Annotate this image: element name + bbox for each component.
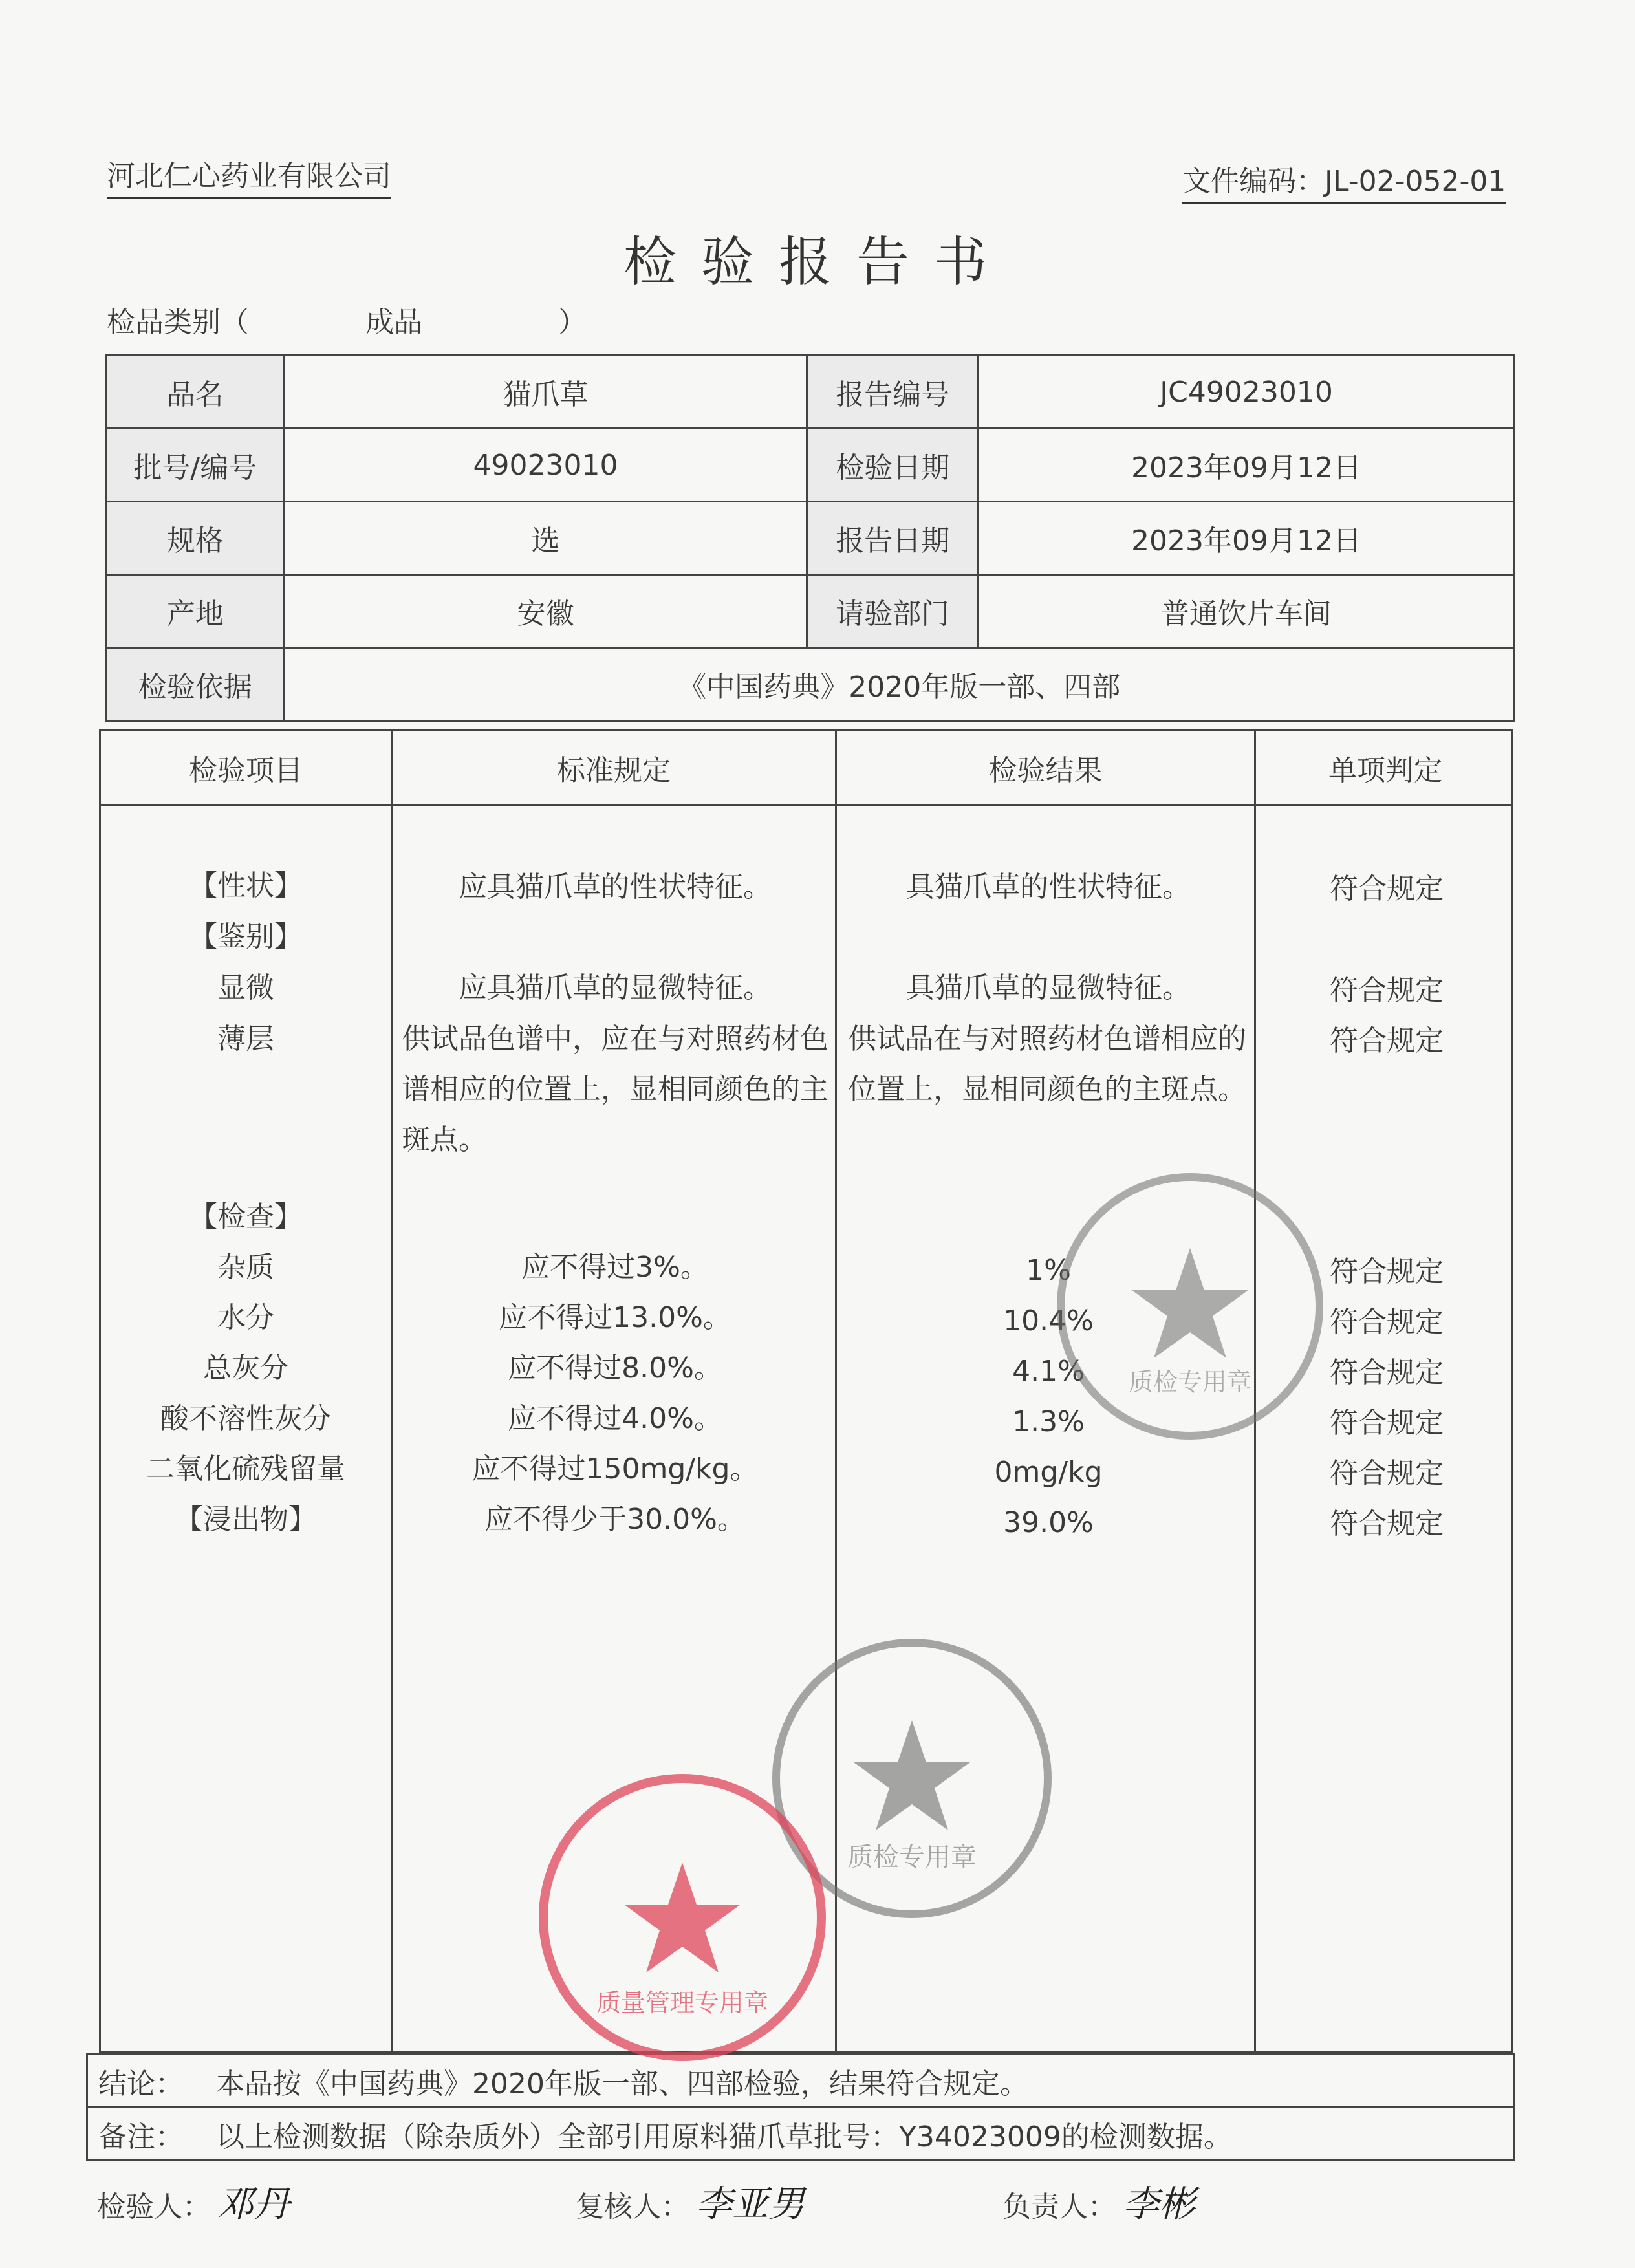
- verdict-row: 符合规定: [1330, 1255, 1444, 1288]
- category-label: 检品类别（: [107, 306, 249, 339]
- verdict-tlc: 符合规定: [1330, 1024, 1444, 1057]
- manager-label: 负责人：: [1002, 2190, 1116, 2223]
- red-quality-stamp: [530, 1766, 834, 2069]
- sample-category: [107, 299, 587, 340]
- result-row: 39.0%: [1003, 1506, 1094, 1539]
- remark-row: [86, 2106, 1515, 2161]
- manager-name: 李彬: [1123, 2183, 1195, 2225]
- document-code: 文件编码：JL-02-052-01: [1182, 158, 1506, 204]
- test-date-label: 检验日期: [807, 429, 979, 502]
- standard-traits: 应具猫爪草的性状特征。: [459, 870, 772, 903]
- col-header-item: 检验项目: [189, 754, 303, 787]
- result-row: 1%: [1026, 1254, 1071, 1287]
- product-name-value: 猫爪草: [284, 356, 807, 429]
- conclusion-text: 本品按《中国药典》2020年版一部、四部检验，结果符合规定。: [216, 2067, 1028, 2101]
- item-tlc: 薄层: [217, 1022, 274, 1055]
- item-row: 总灰分: [203, 1352, 288, 1385]
- item-row: 酸不溶性灰分: [160, 1402, 331, 1435]
- item-traits: 【性状】: [189, 869, 303, 902]
- standard-row: 应不得少于30.0%。: [484, 1503, 746, 1536]
- product-name-label: 品名: [107, 356, 285, 429]
- dept-value: 普通饮片车间: [979, 575, 1515, 648]
- standard-row: 应不得过3%。: [521, 1251, 709, 1284]
- verdict-traits: 符合规定: [1330, 872, 1444, 905]
- col-header-verdict: 单项判定: [1328, 754, 1442, 787]
- svg-text:质检专用章: 质检专用章: [847, 1842, 977, 1872]
- report-no-value: JC49023010: [979, 356, 1515, 429]
- standard-micro: 应具猫爪草的显微特征。: [459, 971, 772, 1004]
- result-traits: 具猫爪草的性状特征。: [906, 870, 1191, 903]
- batch-value: 49023010: [284, 429, 807, 502]
- info-row: [107, 429, 1515, 502]
- inspector-signature: [97, 2176, 290, 2227]
- item-micro: 显微: [217, 971, 274, 1004]
- info-row: [107, 648, 1515, 721]
- verdict-row: 符合规定: [1330, 1457, 1444, 1490]
- remark-label: 备注：: [98, 2120, 184, 2154]
- result-row: 10.4%: [1003, 1304, 1094, 1337]
- info-row: [107, 575, 1515, 648]
- standard-row: 应不得过4.0%。: [508, 1402, 722, 1435]
- item-check: 【检查】: [189, 1200, 303, 1233]
- standard-row: 应不得过8.0%。: [508, 1352, 722, 1385]
- test-date-value: 2023年09月12日: [979, 429, 1515, 502]
- page-title: 检验报告书: [623, 232, 1012, 293]
- origin-label: 产地: [107, 575, 285, 648]
- item-row: 水分: [217, 1301, 274, 1334]
- col-header-standard: 标准规定: [557, 754, 671, 787]
- reviewer-signature: [576, 2176, 805, 2227]
- item-row: 杂质: [217, 1251, 274, 1284]
- spec-label: 规格: [107, 502, 285, 575]
- result-row: 4.1%: [1012, 1355, 1085, 1388]
- origin-value: 安徽: [284, 575, 807, 648]
- verdict-row: 符合规定: [1330, 1306, 1444, 1339]
- standard-row: 应不得过13.0%。: [499, 1301, 731, 1334]
- result-micro: 具猫爪草的显微特征。: [906, 971, 1191, 1004]
- inspector-label: 检验人：: [97, 2190, 211, 2223]
- item-identification: 【鉴别】: [189, 920, 303, 953]
- basis-value: 《中国药典》2020年版一部、四部: [284, 648, 1514, 721]
- reviewer-label: 复核人：: [576, 2190, 689, 2223]
- info-row: [107, 356, 1515, 429]
- conclusion-label: 结论：: [98, 2067, 184, 2101]
- info-row: [107, 502, 1515, 575]
- remark-text: 以上检测数据（除杂质外）全部引用原料猫爪草批号：Y34023009的检测数据。: [216, 2120, 1232, 2154]
- reviewer-name: 李亚男: [696, 2183, 805, 2225]
- gray-quality-stamp: [1048, 1164, 1332, 1449]
- dept-label: 请验部门: [807, 575, 979, 648]
- report-no-label: 报告编号: [807, 356, 979, 429]
- batch-label: 批号/编号: [107, 429, 285, 502]
- standard-tlc: 供试品色谱中，应在与对照药材色谱相应的位置上，显相同颜色的主斑点。: [402, 1022, 828, 1156]
- category-close: ）: [558, 306, 587, 339]
- category-value: 成品: [365, 306, 422, 339]
- inspector-name: 邓丹: [217, 2183, 290, 2225]
- basis-label: 检验依据: [107, 648, 285, 721]
- result-row: 1.3%: [1012, 1405, 1085, 1438]
- col-header-result: 检验结果: [988, 754, 1103, 787]
- verdict-row: 符合规定: [1330, 1407, 1444, 1440]
- manager-signature: [1002, 2176, 1195, 2227]
- item-row: 二氧化硫残留量: [146, 1453, 345, 1485]
- company-name: 河北仁心药业有限公司: [107, 153, 391, 199]
- report-date-label: 报告日期: [807, 502, 979, 575]
- spec-value: 选: [284, 502, 807, 575]
- result-row: 0mg/kg: [994, 1456, 1103, 1489]
- verdict-row: 符合规定: [1330, 1507, 1444, 1540]
- verdict-row: 符合规定: [1330, 1356, 1444, 1389]
- verdict-micro: 符合规定: [1330, 974, 1444, 1007]
- report-date-value: 2023年09月12日: [979, 502, 1515, 575]
- svg-text:质检专用章: 质检专用章: [1128, 1368, 1252, 1396]
- item-row: 【浸出物】: [175, 1503, 317, 1536]
- result-tlc: 供试品在与对照药材色谱相应的位置上，显相同颜色的主斑点。: [848, 1022, 1246, 1106]
- info-table: [105, 354, 1515, 722]
- standard-row: 应不得过150mg/kg。: [471, 1453, 759, 1485]
- svg-text:质量管理专用章: 质量管理专用章: [596, 1989, 769, 2017]
